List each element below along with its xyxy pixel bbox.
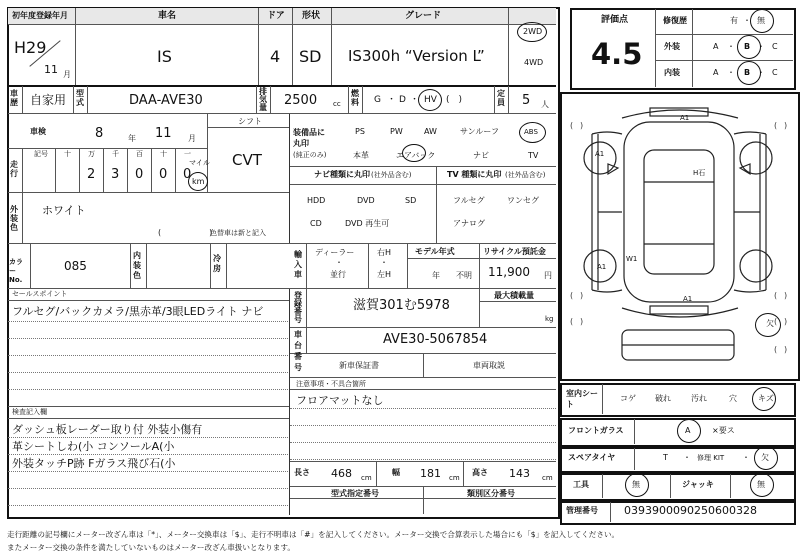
mileage-digit: 2 [87, 167, 96, 182]
displacement: 2500 [284, 93, 318, 108]
inspection-month: 11 [155, 126, 172, 141]
svg-text:(: ( [570, 317, 574, 326]
first-reg-year: H29 [14, 38, 47, 57]
car-name: IS [157, 47, 172, 66]
svg-text:(: ( [774, 291, 778, 300]
fuel-hv-circle [418, 89, 442, 111]
model-code: DAA-AVE30 [129, 93, 203, 108]
damage-mark: A1 [597, 263, 607, 271]
inspector-line: ダッシュ板レーダー取り付 外装小傷有 [12, 423, 203, 436]
mileage-digit: 0 [183, 167, 192, 182]
grade-value: IS300h “Version L” [348, 47, 485, 65]
capacity: 5 [522, 93, 531, 108]
jack-none-circle [750, 473, 774, 497]
first-reg-label: 初年度登録年月 [12, 11, 68, 20]
registration-number: 滋賀301む5978 [353, 298, 450, 313]
km-circle [188, 172, 208, 191]
damage-mark: W1 [626, 255, 638, 263]
svg-text:(: ( [570, 121, 574, 130]
airbag-circle [402, 144, 426, 162]
door-count: 4 [270, 47, 281, 66]
first-reg-month: 11 [44, 63, 58, 76]
abs-circle [519, 122, 546, 143]
footer-note: またメーター交換の条件を満たしていないものはメーター改ざん車扱いとなります。 [7, 543, 295, 552]
vehicle-use: 自家用 [30, 93, 67, 107]
exterior-color: ホワイト [42, 204, 86, 217]
interior-scratch-circle [752, 387, 776, 411]
svg-text:): ) [580, 121, 584, 130]
score-value: 4.5 [591, 37, 643, 71]
svg-text:): ) [784, 121, 788, 130]
sales-point-text: フルセグ/バックカメラ/黒赤革/3眼LEDライト ナビ [12, 305, 264, 318]
svg-text:): ) [784, 317, 788, 326]
inspector-line: 革シートしわ(小 コンソールA(小 [12, 440, 175, 453]
length-value: 468 [331, 467, 352, 480]
repair-none-circle [750, 9, 774, 33]
width-value: 181 [420, 467, 441, 480]
mileage-digit: 3 [111, 167, 120, 182]
damage-mark: 欠 [766, 319, 774, 328]
drive-2wd-circle [517, 22, 547, 42]
inspector-line: 外装タッチP跡 Fガラス飛び石(小 [12, 457, 176, 470]
height-value: 143 [509, 467, 530, 480]
svg-text:(: ( [570, 291, 574, 300]
notes-text: フロアマットなし [296, 394, 384, 407]
damage-mark: H石 [693, 169, 706, 177]
svg-text:(: ( [774, 121, 778, 130]
svg-text:(: ( [774, 317, 778, 326]
shift-value: CVT [232, 151, 262, 169]
mileage-digit: 0 [135, 167, 144, 182]
chassis-number: AVE30-5067854 [383, 332, 488, 347]
damage-circle [755, 313, 781, 337]
body-shape: SD [299, 47, 322, 66]
damage-mark: A1 [680, 114, 690, 122]
recycle-amount: 11,900 [488, 265, 530, 279]
svg-text:): ) [580, 317, 584, 326]
svg-text:): ) [784, 291, 788, 300]
footer-note: 走行距離の記号欄にメーター改ざん車は「*」、メーター交換車は「$」、走行不明車は「#」を記入してください。メーター交換で合算表示した場合にも「$」を記入してください。 [7, 530, 620, 539]
damage-mark: A1 [595, 150, 605, 158]
tools-none-circle [625, 473, 649, 497]
damage-mark: A1 [683, 295, 693, 303]
front-glass-a-circle [677, 419, 701, 443]
color-number: 085 [64, 259, 87, 273]
inspection-year: 8 [95, 126, 104, 141]
svg-text:): ) [580, 291, 584, 300]
mileage-digit: 0 [159, 167, 168, 182]
svg-text:): ) [784, 345, 788, 354]
car-name-label: 車名 [158, 11, 177, 21]
spare-none-circle [754, 446, 778, 470]
svg-text:(: ( [774, 345, 778, 354]
management-number: 0393900090250600328 [624, 504, 757, 517]
